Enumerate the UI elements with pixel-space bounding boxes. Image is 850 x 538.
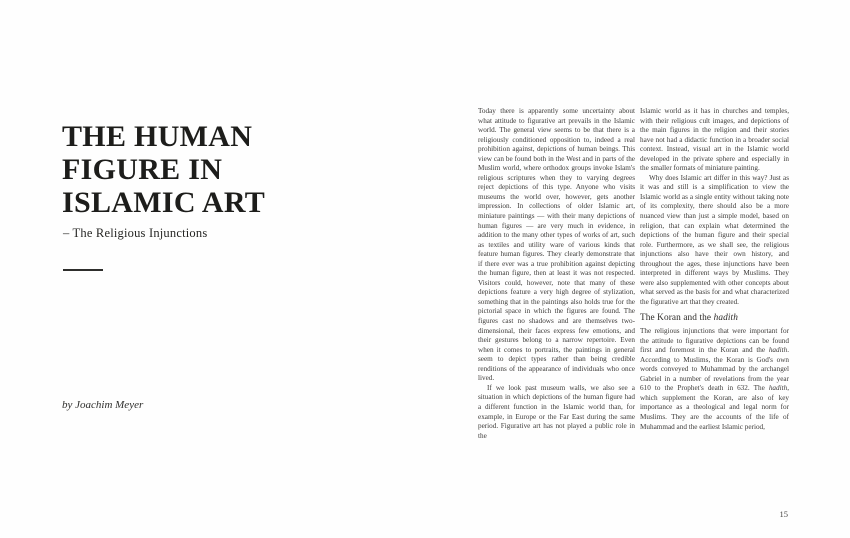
body-paragraph: Why does Islamic art differ in this way? Just as it was and still is a simplification to view the Islamic world as a single entity without taking note of its complexity, there should also be a more nuanced view than just a simple model, based on religion, that can explain what determined the depictions of the human figure and their special role. Furthermore, as we shall see, the religious injunctions also have their own history, and throughout the ages, these injunctions have been interpreted in different ways by Muslims. They were also supplemented with other concepts about what served as the basis for and what characterized the figurative art that they created. [640,173,789,306]
article-title-line-1: THE HUMAN [62,120,253,154]
article-subtitle: – The Religious Injunctions [63,226,208,240]
section-heading: The Koran and the hadith [640,313,738,324]
body-paragraph: If we look past museum walls, we also see a situation in which depictions of the human figure had a different function in the Islamic world than, for example, in Europe or the Far East during the same period. Figurative art has not played a public role in the [478,383,635,440]
author-byline: by Joachim Meyer [62,399,144,411]
article-title-line-3: ISLAMIC ART [62,186,266,220]
body-paragraph: Today there is apparently some uncertainty about what attitude to figurative art prevails in the Islamic world. The general view seems to be that there is a religiously conditioned opposition to, indeed a real prohibition against, depictions of human beings. This view can be found both in the West and in parts of the Muslim world, where orthodox groups invoke Islam's religious scriptures when they to varying degrees reject depictions of this type. Anyone who visits museums the world over, however, gets another impression. In collections of older Islamic art, miniature paintings — with their many depictions of human figures — are very much in evidence, in addition to the many other types of works of art, such as textiles and utility ware of various kinds that feature human figures. They clearly demonstrate that if there ever was a true prohibition against depicting the human figure, then at least it was not respected. Visitors could, however, note that many of these depictions feature a very high degree of stylization, something that in the paintings also holds true for the pictorial space in which the figures are found. The figures cast no shadows and are themselves two-dimensional, their faces express few emotions, and their gestures belong to a narrow repertoire. Even when it comes to portraits, the paintings in general seem to depict types rather than being credible renditions of the appearance of individuals who once lived. [478,107,635,383]
body-paragraph: Islamic world as it has in churches and temples, with their religious cult images, and depictions of the main figures in the religion and their stories have not had a didactic function in a broader social context. Instead, visual art in the Islamic world developed in the private sphere and especially in the smaller formats of miniature painting. [640,107,789,173]
article-title [62,120,265,219]
text-column-2 [640,107,789,432]
text-column-1 [478,107,635,441]
page-number: 15 [779,509,788,519]
article-title-line-2: FIGURE IN [62,153,223,187]
decorative-rule [63,269,103,271]
body-paragraph: The religious injunctions that were important for the attitude to figurative depictions can be found first and foremost in the Koran and the hadith. According to Muslims, the Koran is God's own words conveyed to Muhammad by the archangel Gabriel in a number of revelations from the year 610 to the Prophet's death in 632. The hadith, which supplement the Koran, are also of key importance as a theological and legal norm for Muslims. They are the accounts of the life of Muhammad and the earliest Islamic period, [640,327,789,431]
